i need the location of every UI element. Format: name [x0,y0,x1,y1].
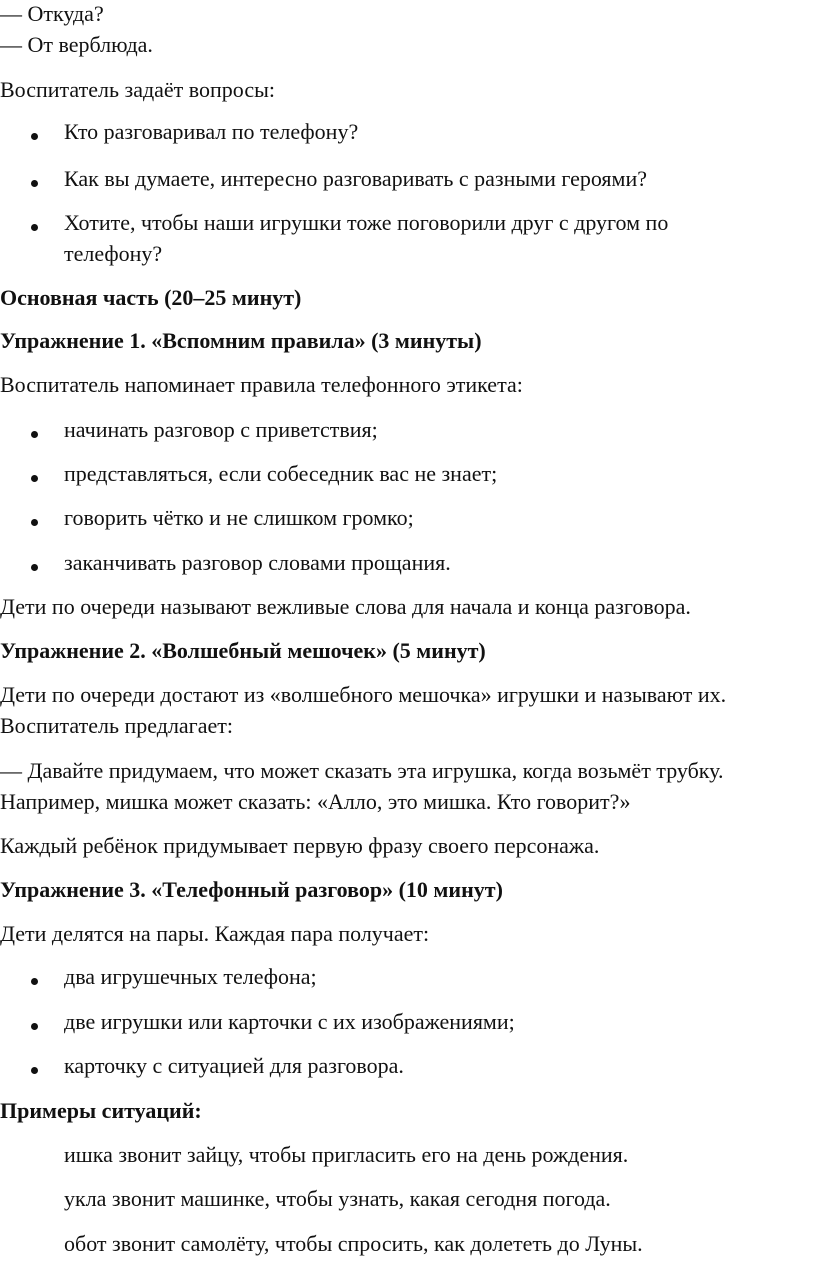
question-item-continuation: телефону? [64,241,163,266]
example-item: укла звонит машинке, чтобы узнать, какая сегодня погода. [64,1186,611,1211]
exercise2-paragraph: Каждый ребёнок придумывает первую фразу своего персонажа. [0,833,600,858]
example-item: обот звонит самолёту, чтобы спросить, как долететь до Луны. [64,1231,643,1256]
rule-item: начинать разговор с приветствия; [64,417,378,442]
exercise3-heading: Упражнение 3. «Телефонный разговор» (10 минут) [0,877,503,902]
bullet-icon [31,564,38,571]
rule-item: заканчивать разговор словами прощания. [64,550,451,575]
exercise1-heading: Упражнение 1. «Вспомним правила» (3 минуты) [0,328,482,353]
question-item: Как вы думаете, интересно разговаривать с разными героями? [64,166,647,191]
bullet-icon [31,180,38,187]
rule-item: говорить чётко и не слишком громко; [64,505,414,530]
exercise1-after: Дети по очереди называют вежливые слова для начала и конца разговора. [0,594,691,619]
bullet-icon [31,224,38,231]
exercise2-paragraph: Воспитатель предлагает: [0,713,233,738]
dialogue-line: — От верблюда. [0,32,153,57]
examples-heading: Примеры ситуаций: [0,1098,202,1123]
kit-item: два игрушечных телефона; [64,964,317,989]
question-item: Хотите, чтобы наши игрушки тоже поговорили друг с другом по [64,210,669,235]
exercise2-paragraph: Дети по очереди достают из «волшебного мешочка» игрушки и называют их. [0,682,727,707]
exercise2-heading: Упражнение 2. «Волшебный мешочек» (5 минут) [0,638,486,663]
question-item: Кто разговаривал по телефону? [64,119,359,144]
bullet-icon [31,133,38,140]
section-heading: Основная часть (20–25 минут) [0,285,302,310]
intro-lead: Воспитатель задаёт вопросы: [0,77,276,102]
bullet-icon [31,431,38,438]
exercise3-lead: Дети делятся на пары. Каждая пара получает: [0,921,430,946]
bullet-icon [31,1067,38,1074]
exercise2-paragraph: Например, мишка может сказать: «Алло, это мишка. Кто говорит?» [0,789,631,814]
rule-item: представляться, если собеседник вас не знает; [64,461,498,486]
exercise2-paragraph: — Давайте придумаем, что может сказать эта игрушка, когда возьмёт трубку. [0,758,724,783]
dialogue-line: — Откуда? [0,1,104,26]
bullet-icon [31,1023,38,1030]
kit-item: две игрушки или карточки с их изображениями; [64,1009,515,1034]
kit-item: карточку с ситуацией для разговора. [64,1053,404,1078]
bullet-icon [31,978,38,985]
example-item: ишка звонит зайцу, чтобы пригласить его на день рождения. [64,1142,629,1167]
bullet-icon [31,519,38,526]
bullet-icon [31,475,38,482]
exercise1-lead: Воспитатель напоминает правила телефонного этикета: [0,372,523,397]
